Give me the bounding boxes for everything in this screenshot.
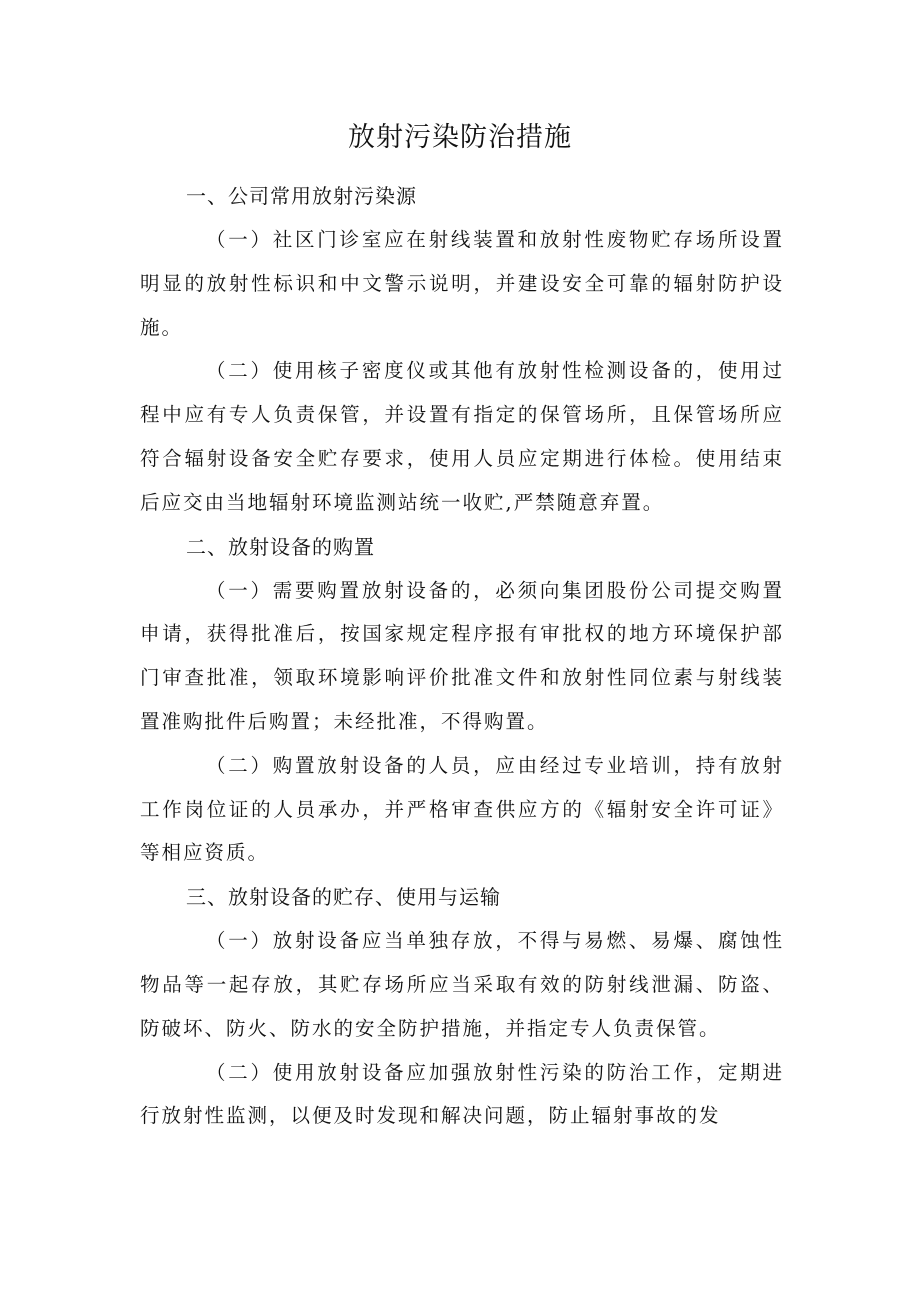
section-paragraph: （一）放射设备应当单独存放，不得与易燃、易爆、腐蚀性物品等一起存放，其贮存场所应当采取有效的防射线泄漏、防盗、防破坏、防火、防水的安全防护措施，并指定专人负责保管。	[140, 929, 784, 1040]
document-body	[140, 174, 784, 1138]
section-3	[140, 875, 784, 1138]
section-heading: 三、放射设备的贮存、使用与运输	[186, 885, 501, 910]
section-2	[140, 525, 784, 876]
section-heading: 一、公司常用放射污染源	[186, 184, 417, 208]
section-paragraph: （一）需要购置放射设备的，必须向集团股份公司提交购置申请，获得批准后，按国家规定程序报有审批权的地方环境保护部门审查批准，领取环境影响评价批准文件和放射性同位素与射线装置准购批件后购置；未经批准，不得购置。	[140, 578, 784, 733]
section-heading: 二、放射设备的购置	[186, 534, 375, 559]
section-1	[140, 174, 784, 525]
section-paragraph: （二）使用放射设备应加强放射性污染的防治工作，定期进行放射性监测，以便及时发现和解决问题，防止辐射事故的发	[140, 1060, 784, 1128]
document-title: 放射污染防治措施	[348, 122, 572, 153]
section-paragraph: （一）社区门诊室应在射线装置和放射性废物贮存场所设置明显的放射性标识和中文警示说明，并建设安全可靠的辐射防护设施。	[140, 228, 784, 339]
section-paragraph: （二）使用核子密度仪或其他有放射性检测设备的，使用过程中应有专人负责保管，并设置有指定的保管场所，且保管场所应符合辐射设备安全贮存要求，使用人员应定期进行体检。使用结束后应交由当地辐射环境监测站统一收贮,严禁随意弃置。	[140, 359, 784, 514]
section-paragraph: （二）购置放射设备的人员，应由经过专业培训，持有放射工作岗位证的人员承办，并严格审查供应方的《辐射安全许可证》等相应资质。	[140, 753, 784, 865]
